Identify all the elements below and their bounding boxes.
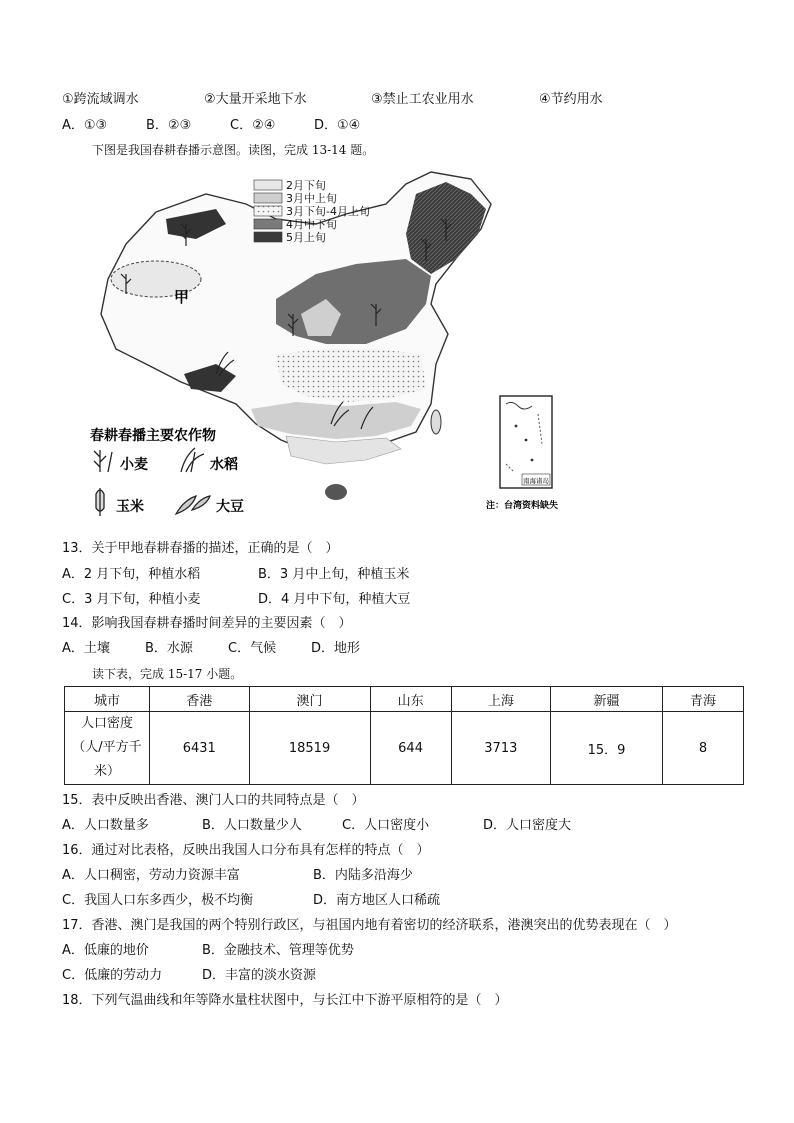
q12-option-4: ④节约用水 <box>539 92 603 107</box>
q15-options <box>62 817 571 835</box>
q17-option-a: A．低廉的地价 <box>62 943 149 958</box>
q13-option-a: A．2 月下旬，种植水稻 <box>62 567 201 582</box>
q16-options-row2 <box>62 892 440 910</box>
crop-wheat-label: 小麦 <box>120 457 148 473</box>
row-label-line: 人口密度 <box>80 716 133 731</box>
q17-option-c: C．低廉的劳动力 <box>62 968 163 983</box>
table-cell: 3713 <box>451 712 551 785</box>
table-header-row <box>65 687 744 712</box>
row-label-cell <box>65 712 150 785</box>
map-svg <box>86 164 564 526</box>
q16-option-b: B．内陆多沿海少 <box>313 868 413 883</box>
crop-rice-label: 水稻 <box>210 457 238 473</box>
q17-options-row2 <box>62 967 316 985</box>
q17-option-d: D．丰富的淡水资源 <box>202 968 317 983</box>
legend-label-1: 2月下旬 <box>286 179 326 192</box>
table-cell: 6431 <box>150 712 250 785</box>
table-intro: 读下表，完成 15-17 小题。 <box>92 667 243 681</box>
row-label-line: （人/平方千 <box>72 740 142 755</box>
legend-label-4: 4月中下旬 <box>286 218 337 231</box>
table-cell: 644 <box>370 712 451 785</box>
spring-planting-map <box>86 164 564 526</box>
population-density-table <box>64 686 744 785</box>
crop-soybean-label: 大豆 <box>216 499 244 515</box>
table-header-cell: 新疆 <box>551 687 663 712</box>
taiwan-island <box>431 410 441 434</box>
crops-legend <box>94 448 244 516</box>
table-header-cell: 山东 <box>370 687 451 712</box>
crop-corn-label: 玉米 <box>116 499 144 515</box>
q13-option-d: D．4 月中下旬，种植大豆 <box>258 592 411 607</box>
q15-option-c: C．人口密度小 <box>342 818 430 833</box>
table-header-cell: 香港 <box>150 687 250 712</box>
legend-swatch-2 <box>254 193 282 203</box>
q13-option-b: B．3 月中上旬，种植玉米 <box>258 567 410 582</box>
table-header-cell: 澳门 <box>249 687 370 712</box>
table-cell: 15．9 <box>551 712 663 785</box>
q14-options <box>62 640 360 658</box>
q16-option-c: C．我国人口东多西少，极不均衡 <box>62 893 254 908</box>
table-cell: 8 <box>662 712 743 785</box>
map-intro: 下图是我国春耕春播示意图。读图，完成 13-14 题。 <box>92 143 375 157</box>
region-jia-label: 甲 <box>174 288 190 306</box>
rice-icon <box>181 448 204 472</box>
map-note: 注：台湾资料缺失 <box>486 501 559 511</box>
q12-answer-c: C．②④ <box>230 118 276 133</box>
q12-answers <box>62 117 360 135</box>
table-row <box>65 712 744 785</box>
q15-option-d: D．人口密度大 <box>483 818 572 833</box>
table-header-cell: 城市 <box>65 687 150 712</box>
q17-option-b: B．金融技术、管理等优势 <box>202 943 354 958</box>
inset-label: 南海诸岛 <box>523 477 549 485</box>
q15-option-a: A．人口数量多 <box>62 818 149 833</box>
q15-stem: 15．表中反映出香港、澳门人口的共同特点是（ ） <box>62 793 365 808</box>
q16-options-row1 <box>62 867 413 885</box>
q17-options-row1 <box>62 942 354 960</box>
crops-legend-title: 春耕春播主要农作物 <box>90 428 216 444</box>
q17-stem: 17．香港、澳门是我国的两个特别行政区，与祖国内地有着密切的经济联系，港澳突出的优势表现在（ ） <box>62 918 677 933</box>
q14-option-a: A．土壤 <box>62 641 110 656</box>
wheat-icon <box>94 450 112 472</box>
hainan-island <box>325 484 347 500</box>
q13-options-row2 <box>62 591 410 609</box>
q12-answer-a: A．①③ <box>62 118 108 133</box>
q12-option-2: ②大量开采地下水 <box>204 92 307 107</box>
q14-option-d: D．地形 <box>311 641 361 656</box>
south-china-sea-inset <box>500 396 552 488</box>
q13-option-c: C．3 月下旬，种植小麦 <box>62 592 201 607</box>
q12-answer-d: D．①④ <box>314 118 361 133</box>
q14-option-c: C．气候 <box>228 641 277 656</box>
q18-stem: 18．下列气温曲线和年等降水量柱状图中，与长江中下游平原相符的是（ ） <box>62 993 508 1008</box>
legend-swatch-1 <box>254 180 282 190</box>
legend-label-2: 3月中上旬 <box>286 192 337 205</box>
row-label-line: 米） <box>93 764 120 779</box>
q12-option-1: ①跨流域调水 <box>62 92 139 107</box>
legend-swatch-5 <box>254 232 282 242</box>
q16-option-d: D．南方地区人口稀疏 <box>313 893 441 908</box>
q15-option-b: B．人口数量少人 <box>202 818 302 833</box>
q14-option-b: B．水源 <box>145 641 193 656</box>
legend-swatch-4 <box>254 219 282 229</box>
q13-options-row1 <box>62 566 409 584</box>
q12-options <box>62 91 603 109</box>
corn-icon <box>96 488 104 516</box>
table-cell: 18519 <box>249 712 370 785</box>
soybean-icon <box>176 496 210 514</box>
table-header-cell: 上海 <box>451 687 551 712</box>
legend-label-3: 3月下旬-4月上旬 <box>286 205 370 218</box>
q14-stem: 14．影响我国春耕春播时间差异的主要因素（ ） <box>62 616 352 631</box>
q16-option-a: A．人口稠密，劳动力资源丰富 <box>62 868 240 883</box>
q16-stem: 16．通过对比表格，反映出我国人口分布具有怎样的特点（ ） <box>62 843 430 858</box>
q13-stem: 13．关于甲地春耕春播的描述，正确的是（ ） <box>62 541 339 556</box>
q12-answer-b: B．②③ <box>146 118 192 133</box>
q12-option-3: ③禁止工农业用水 <box>371 92 474 107</box>
legend-label-5: 5月上旬 <box>286 231 326 244</box>
legend-swatch-3 <box>254 206 282 216</box>
table-header-cell: 青海 <box>662 687 743 712</box>
